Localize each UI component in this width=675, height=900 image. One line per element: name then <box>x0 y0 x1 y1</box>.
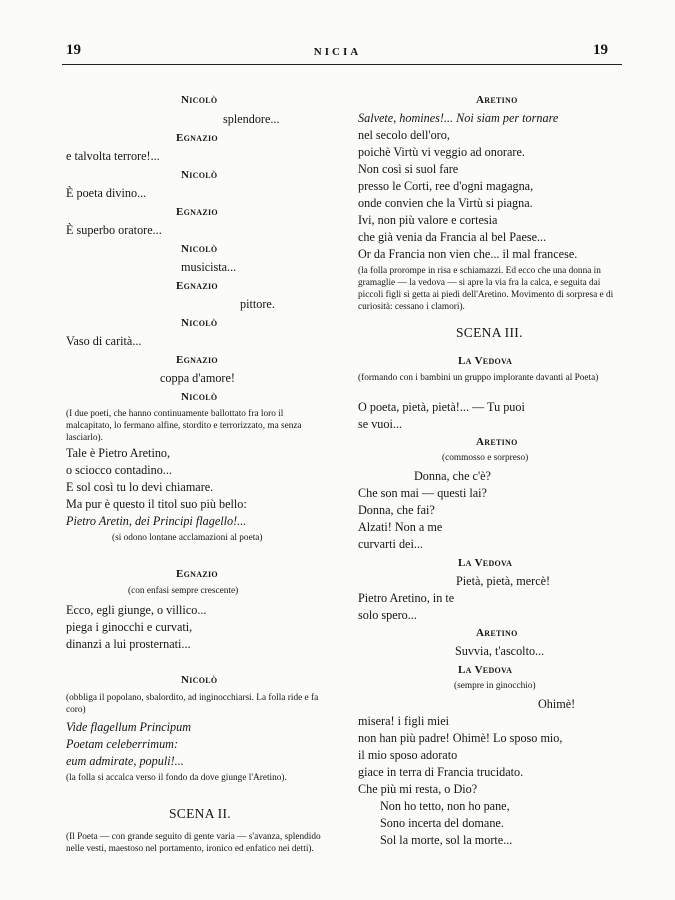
verse-line: Sol la morte, sol la morte... <box>380 833 513 847</box>
verse-line: curvarti dei... <box>358 537 423 551</box>
scene-heading: SCENA III. <box>456 325 523 340</box>
speaker-label: Aretino <box>476 436 518 448</box>
verse-line: o sciocco contadino... <box>66 463 172 477</box>
speaker-label: Nicolò <box>181 317 218 329</box>
stage-direction: (formando con i bambini un gruppo implorante davanti al Poeta) <box>358 373 599 383</box>
verse-line: Ma pur è questo il titol suo più bello: <box>66 497 247 511</box>
verse-line: Or da Francia non vien che... il mal francese. <box>358 247 578 261</box>
speaker-label: Egnazio <box>176 354 218 366</box>
page-number-left: 19 <box>66 42 81 58</box>
stage-direction: (la folla prorompe in risa e schiamazzi. Ed ecco che una donna in gramaglie — la vedova — si apre la via fra la calca, e seguita dai piccoli figli si getta ai piedi dell'Aretino. Movimento di sorpresa e di curiosità: cessano i clamori). <box>358 266 614 312</box>
latin-greeting: Salvete, homines!... Noi siam per tornare <box>358 111 559 125</box>
verse-line: il mio sposo adorato <box>358 748 458 762</box>
verse-line: solo spero... <box>358 608 417 622</box>
verse-line: coppa d'amore! <box>160 371 235 385</box>
speaker-label: Egnazio <box>176 280 218 292</box>
verse-line: dinanzi a lui prosternati... <box>66 637 191 651</box>
verse-line: Che son mai — questi lai? <box>358 486 487 500</box>
running-title: NICIA <box>313 46 362 58</box>
verse-line: poichè Virtù vi veggio ad onorare. <box>358 145 525 159</box>
verse-line: Pietà, pietà, mercè! <box>456 574 551 588</box>
verse-line <box>358 111 558 125</box>
verse-line: presso le Corti, ree d'ogni magagna, <box>358 179 534 193</box>
speaker-label: Aretino <box>476 94 518 106</box>
verse-line: piega i ginocchi e curvati, <box>66 620 193 634</box>
verse-line: misera! i figli miei <box>358 714 450 728</box>
verse-line: Poetam celeberrimum: <box>66 737 179 751</box>
verse-line: nel secolo dell'oro, <box>358 128 450 142</box>
speaker-label: Nicolò <box>181 169 218 181</box>
verse-line: pittore. <box>240 297 275 311</box>
speaker-label: Egnazio <box>176 132 218 144</box>
verse-line: se vuoi... <box>358 417 403 431</box>
speaker-label: Nicolò <box>181 391 218 403</box>
verse-line: Che più mi resta, o Dio? <box>358 782 478 796</box>
speaker-label: La Vedova <box>458 664 513 676</box>
verse-line: È superbo oratore... <box>66 223 162 237</box>
speaker-label: Egnazio <box>176 568 218 580</box>
speaker-label: Nicolò <box>181 243 218 255</box>
verse-line: onde convien che la Virtù si piagna. <box>358 196 533 210</box>
verse-line: Ivi, non più valore e cortesia <box>358 213 498 227</box>
stage-direction: (I due poeti, che hanno continuamente ballottato fra loro il malcapitato, lo fermano alfine, stordito e terrorizzato, ma senza lasciarlo). <box>66 409 302 443</box>
stage-direction: (commosso e sorpreso) <box>442 453 529 463</box>
stage-direction: (sempre in ginocchio) <box>454 681 536 691</box>
verse-line: Non così si suol fare <box>358 162 459 176</box>
stage-direction: (si odono lontane acclamazioni al poeta) <box>112 533 263 543</box>
verse-line: e talvolta terrore!... <box>66 149 160 163</box>
speaker-label: La Vedova <box>458 557 513 569</box>
verse-line: È poeta divino... <box>66 186 147 200</box>
verse-line: Pietro Aretino, in te <box>358 591 455 605</box>
verse-line: E sol così tu lo devi chiamare. <box>66 480 214 494</box>
speaker-label: Nicolò <box>181 674 218 686</box>
stage-direction: (la folla si accalca verso il fondo da dove giunge l'Aretino). <box>66 773 287 783</box>
verse-line: eum admirate, populi!... <box>66 754 184 768</box>
verse-line: Ohimè! <box>538 697 576 711</box>
verse-line: che già venia da Francia al bel Paese... <box>358 230 547 244</box>
verse-line: Donna, che c'è? <box>414 469 491 483</box>
verse-line: Sono incerta del domane. <box>380 816 504 830</box>
speaker-label: La Vedova <box>458 355 513 367</box>
verse-line: Vide flagellum Principum <box>66 720 192 734</box>
verse-line: Ecco, egli giunge, o villico... <box>66 603 207 617</box>
scene-heading: SCENA II. <box>169 806 231 821</box>
speaker-label: Egnazio <box>176 206 218 218</box>
verse-line: musicista... <box>181 260 237 274</box>
verse-line: Suvvia, t'ascolto... <box>455 644 545 658</box>
verse-line: Alzati! Non a me <box>358 520 443 534</box>
verse-line: splendore... <box>223 112 280 126</box>
verse-line: non han più padre! Ohimè! Lo sposo mio, <box>358 731 563 745</box>
speaker-label: Nicolò <box>181 94 218 106</box>
verse-line: giace in terra di Francia trucidato. <box>358 765 524 779</box>
verse-line: Non ho tetto, non ho pane, <box>380 799 510 813</box>
verse-line: Donna, che fai? <box>358 503 435 517</box>
verse-line: Pietro Aretin, dei Principi flagello!... <box>66 514 247 528</box>
stage-direction: (obbliga il popolano, sbalordito, ad inginocchiarsi. La folla ride e fa coro) <box>66 693 319 715</box>
stage-direction: (Il Poeta — con grande seguito di gente varia — s'avanza, splendido nelle vesti, maestoso nel portamento, ironico ed enfatico nei detti). <box>66 832 321 854</box>
stage-direction: (con enfasi sempre crescente) <box>128 586 239 596</box>
header-rule <box>62 64 622 65</box>
speaker-label: Aretino <box>476 627 518 639</box>
verse-line: O poeta, pietà, pietà!... — Tu puoi <box>358 400 525 414</box>
verse-line: Tale è Pietro Aretino, <box>66 446 171 460</box>
verse-line: Vaso di carità... <box>66 334 142 348</box>
page-number-right: 19 <box>593 42 608 58</box>
